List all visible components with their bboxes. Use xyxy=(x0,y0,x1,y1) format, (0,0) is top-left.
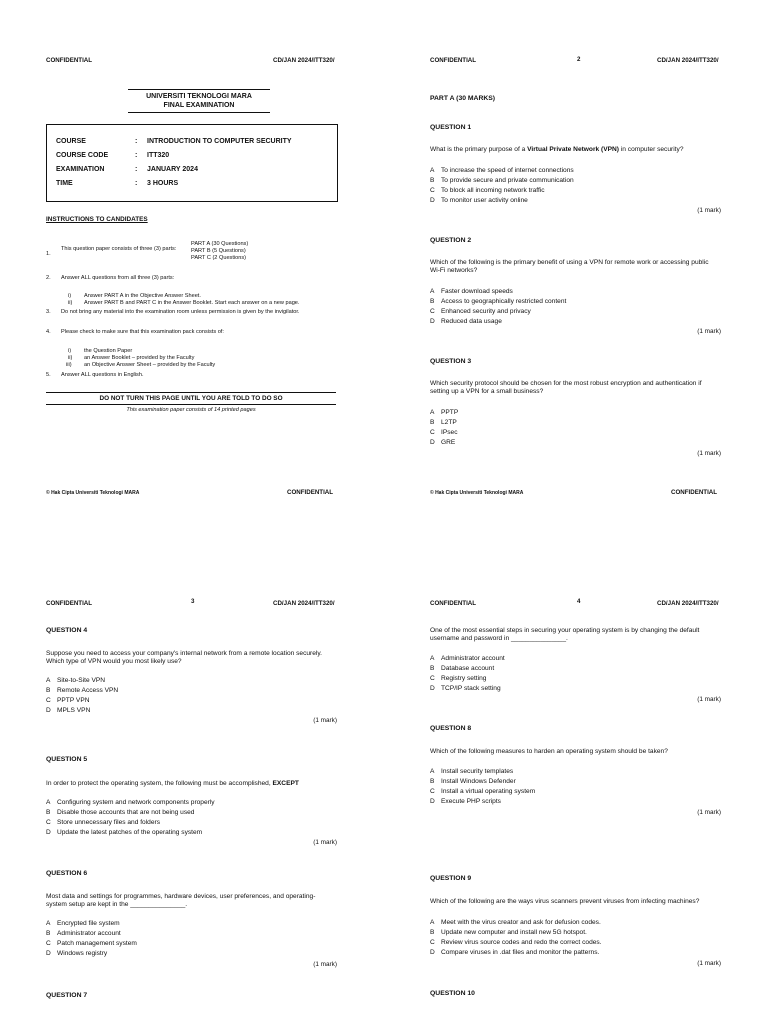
question-title: QUESTION 4 xyxy=(46,627,88,634)
option-a: A PPTP xyxy=(430,409,459,416)
option-d: D Reduced data usage xyxy=(430,318,502,325)
question-title: QUESTION 7 xyxy=(46,992,88,999)
question-title: QUESTION 9 xyxy=(430,875,472,882)
question-title: QUESTION 1 xyxy=(430,124,472,131)
option-d: D Windows registry xyxy=(46,950,108,957)
option-c: C Patch management system xyxy=(46,940,137,947)
course-sep: : xyxy=(135,138,138,145)
course-label: COURSE xyxy=(56,138,86,145)
option-b: B Update new computer and install new 5G hotspot. xyxy=(430,929,587,936)
option-b: B To provide secure and private communication xyxy=(430,177,574,184)
option-b: B Administrator account xyxy=(46,930,121,937)
mark-label: (1 mark) xyxy=(697,696,721,703)
exam-title: FINAL EXAMINATION xyxy=(163,102,235,109)
instruction-5-num: 5. xyxy=(46,372,51,378)
part-a-title: PART A (30 MARKS) xyxy=(430,95,496,102)
option-b: B Disable those accounts that are not being used xyxy=(46,809,195,816)
examination-label: EXAMINATION xyxy=(56,166,105,173)
option-d: D MPLS VPN xyxy=(46,707,91,714)
instruction-1-part-c: PART C (2 Questions) xyxy=(191,255,247,261)
answer-options xyxy=(430,166,574,206)
answer-options xyxy=(46,798,215,838)
course-info-box xyxy=(46,124,338,202)
answer-options xyxy=(430,408,458,448)
option-b: B Remote Access VPN xyxy=(46,687,119,694)
option-c: C Install a virtual operating system xyxy=(430,788,536,795)
option-d: D Execute PHP scripts xyxy=(430,798,501,805)
option-a: A To increase the speed of internet connections xyxy=(430,167,574,174)
question-stem: Which of the following are the ways virus scanners prevent viruses from infecting machines? xyxy=(430,898,700,905)
header-code: CD/JAN 2024/ITT320/ xyxy=(657,57,719,64)
instruction-2-sub-1-text: Answer PART A in the Objective Answer Sheet. xyxy=(84,293,201,299)
page-number: 2 xyxy=(577,56,581,63)
question-title: QUESTION 6 xyxy=(46,870,88,877)
instruction-2-text: Answer ALL questions from all three (3) parts: xyxy=(61,275,175,281)
instruction-3-num: 3. xyxy=(46,309,51,315)
option-c: C To block all incoming network traffic xyxy=(430,187,545,194)
instruction-4-sub-2-num: ii) xyxy=(68,355,73,361)
question-title: QUESTION 5 xyxy=(46,756,88,763)
instruction-4-sub-1-text: the Question Paper xyxy=(84,348,133,354)
instruction-1-part-b: PART B (5 Questions) xyxy=(191,248,246,254)
option-b: B Access to geographically restricted content xyxy=(430,298,567,305)
mark-label: (1 mark) xyxy=(697,809,721,816)
notice-do-not-turn: DO NOT TURN THIS PAGE UNTIL YOU ARE TOLD TO DO SO xyxy=(99,395,283,402)
option-c: C Enhanced security and privacy xyxy=(430,308,531,315)
header-code: CD/JAN 2024/ITT320/ xyxy=(657,600,719,607)
question-stem: Which of the following measures to harden an operating system should be taken? xyxy=(430,748,668,755)
mark-label: (1 mark) xyxy=(313,717,337,724)
mark-label: (1 mark) xyxy=(313,961,337,968)
option-a: A Encrypted file system xyxy=(46,920,120,927)
option-c: C Registry setting xyxy=(430,675,487,682)
page-number: 3 xyxy=(191,598,195,605)
option-d: D To monitor user activity online xyxy=(430,197,528,204)
option-a: A Install security templates xyxy=(430,768,514,775)
footer-copyright: © Hak Cipta Universiti Teknologi MARA xyxy=(46,490,140,496)
course-code-label: COURSE CODE xyxy=(56,152,109,159)
mark-label: (1 mark) xyxy=(697,207,721,214)
option-c: C PPTP VPN xyxy=(46,697,90,704)
time-value: 3 HOURS xyxy=(147,180,179,187)
course-code-sep: : xyxy=(135,152,138,159)
option-d: D GRE xyxy=(430,439,456,446)
option-b: B Install Windows Defender xyxy=(430,778,516,785)
instruction-4-text: Please check to make sure that this examination pack consists of: xyxy=(61,329,224,335)
answer-options xyxy=(46,676,118,716)
instruction-4-sub-3-text: an Objective Answer Sheet – provided by the Faculty xyxy=(84,362,216,368)
answer-options xyxy=(430,918,602,958)
page-number: 4 xyxy=(577,598,581,605)
header-code: CD/JAN 2024/ITT320/ xyxy=(273,600,335,607)
question-title: QUESTION 10 xyxy=(430,990,475,997)
question-title: QUESTION 2 xyxy=(430,237,472,244)
page-3 xyxy=(0,512,384,1024)
mark-label: (1 mark) xyxy=(697,960,721,967)
question-stem: In order to protect the operating system, the following must be accomplished, EXCEPT xyxy=(46,780,299,787)
header-code: CD/JAN 2024/ITT320/ xyxy=(273,57,335,64)
question-stem: What is the primary purpose of a Virtual Private Network (VPN) in computer security? xyxy=(430,146,684,153)
instruction-1-text: This question paper consists of three (3) parts: xyxy=(61,246,177,252)
option-b: B L2TP xyxy=(430,419,457,426)
time-label: TIME xyxy=(56,180,73,187)
option-a: A Configuring system and network components properly xyxy=(46,799,215,806)
answer-options xyxy=(430,654,505,694)
header-confidential: CONFIDENTIAL xyxy=(430,600,477,607)
instruction-4-sub-1-num: i) xyxy=(68,348,72,354)
footer-copyright: © Hak Cipta Universiti Teknologi MARA xyxy=(430,490,524,496)
instruction-2-sub-2-num: ii) xyxy=(68,300,73,306)
question-stem: Most data and settings for programmes, hardware devices, user preferences, and operating-system setup are kept in the _______________. xyxy=(46,893,316,909)
question-stem: Suppose you need to access your company's internal network from a remote location securely. Which type of VPN would you most likely use? xyxy=(46,650,323,666)
answer-options xyxy=(430,287,566,327)
instruction-5-text: Answer ALL questions in English. xyxy=(61,372,144,378)
page-2 xyxy=(384,0,768,512)
header-confidential: CONFIDENTIAL xyxy=(46,57,93,64)
university-name: UNIVERSITI TEKNOLOGI MARA xyxy=(146,93,252,100)
mark-label: (1 mark) xyxy=(697,328,721,335)
answer-options xyxy=(46,919,137,959)
page-4 xyxy=(384,512,768,1024)
mark-label: (1 mark) xyxy=(313,839,337,846)
examination-sep: : xyxy=(135,166,138,173)
question-stem: Which of the following is the primary benefit of using a VPN for remote work or accessing public Wi-Fi networks? xyxy=(430,259,709,275)
time-sep: : xyxy=(135,180,138,187)
instruction-2-num: 2. xyxy=(46,275,51,281)
option-a: A Faster download speeds xyxy=(430,288,513,295)
instruction-2-sub-2-text: Answer PART B and PART C in the Answer Booklet. Start each answer on a new page. xyxy=(84,300,300,306)
mark-label: (1 mark) xyxy=(697,450,721,457)
course-code-value: ITT320 xyxy=(147,152,170,159)
option-b: B Database account xyxy=(430,665,495,672)
instruction-4-sub-3-num: iii) xyxy=(66,362,72,368)
option-c: C IPsec xyxy=(430,429,458,436)
option-d: D Compare viruses in .dat files and monitor the patterns. xyxy=(430,949,600,956)
option-d: D TCP/IP stack setting xyxy=(430,685,501,692)
instruction-1-num: 1. xyxy=(46,251,51,257)
option-a: A Meet with the virus creator and ask for defusion codes. xyxy=(430,919,601,926)
header-confidential: CONFIDENTIAL xyxy=(46,600,93,607)
header-confidential: CONFIDENTIAL xyxy=(430,57,477,64)
examination-value: JANUARY 2024 xyxy=(147,166,198,173)
instruction-4-sub-2-text: an Answer Booklet – provided by the Faculty xyxy=(84,355,195,361)
option-a: A Site-to-Site VPN xyxy=(46,677,106,684)
course-value: INTRODUCTION TO COMPUTER SECURITY xyxy=(147,138,292,145)
footer-confidential: CONFIDENTIAL xyxy=(287,489,334,496)
option-c: C Store unnecessary files and folders xyxy=(46,819,160,826)
question-stem: One of the most essential steps in securing your operating system is by changing the default username and password in _______________. xyxy=(430,627,700,643)
question-stem: Which security protocol should be chosen for the most robust encryption and authentication if setting up a VPN for a small business? xyxy=(430,380,702,396)
instruction-2-sub-1-num: i) xyxy=(68,293,72,299)
option-c: C Review virus source codes and redo the correct codes. xyxy=(430,939,602,946)
printed-pages-note: This examination paper consists of 14 printed pages xyxy=(126,407,256,413)
answer-options xyxy=(430,767,535,807)
option-d: D Update the latest patches of the operating system xyxy=(46,829,203,836)
instruction-4-num: 4. xyxy=(46,329,51,335)
question-title: QUESTION 3 xyxy=(430,358,472,365)
option-a: A Administrator account xyxy=(430,655,505,662)
footer-confidential: CONFIDENTIAL xyxy=(671,489,718,496)
page-1-cover xyxy=(0,0,384,512)
instruction-3-text: Do not bring any material into the examination room unless permission is given by the invigilator. xyxy=(61,309,300,315)
question-title: QUESTION 8 xyxy=(430,725,472,732)
instruction-1-part-a: PART A (30 Questions) xyxy=(191,241,249,247)
instructions-title: INSTRUCTIONS TO CANDIDATES xyxy=(46,216,148,223)
